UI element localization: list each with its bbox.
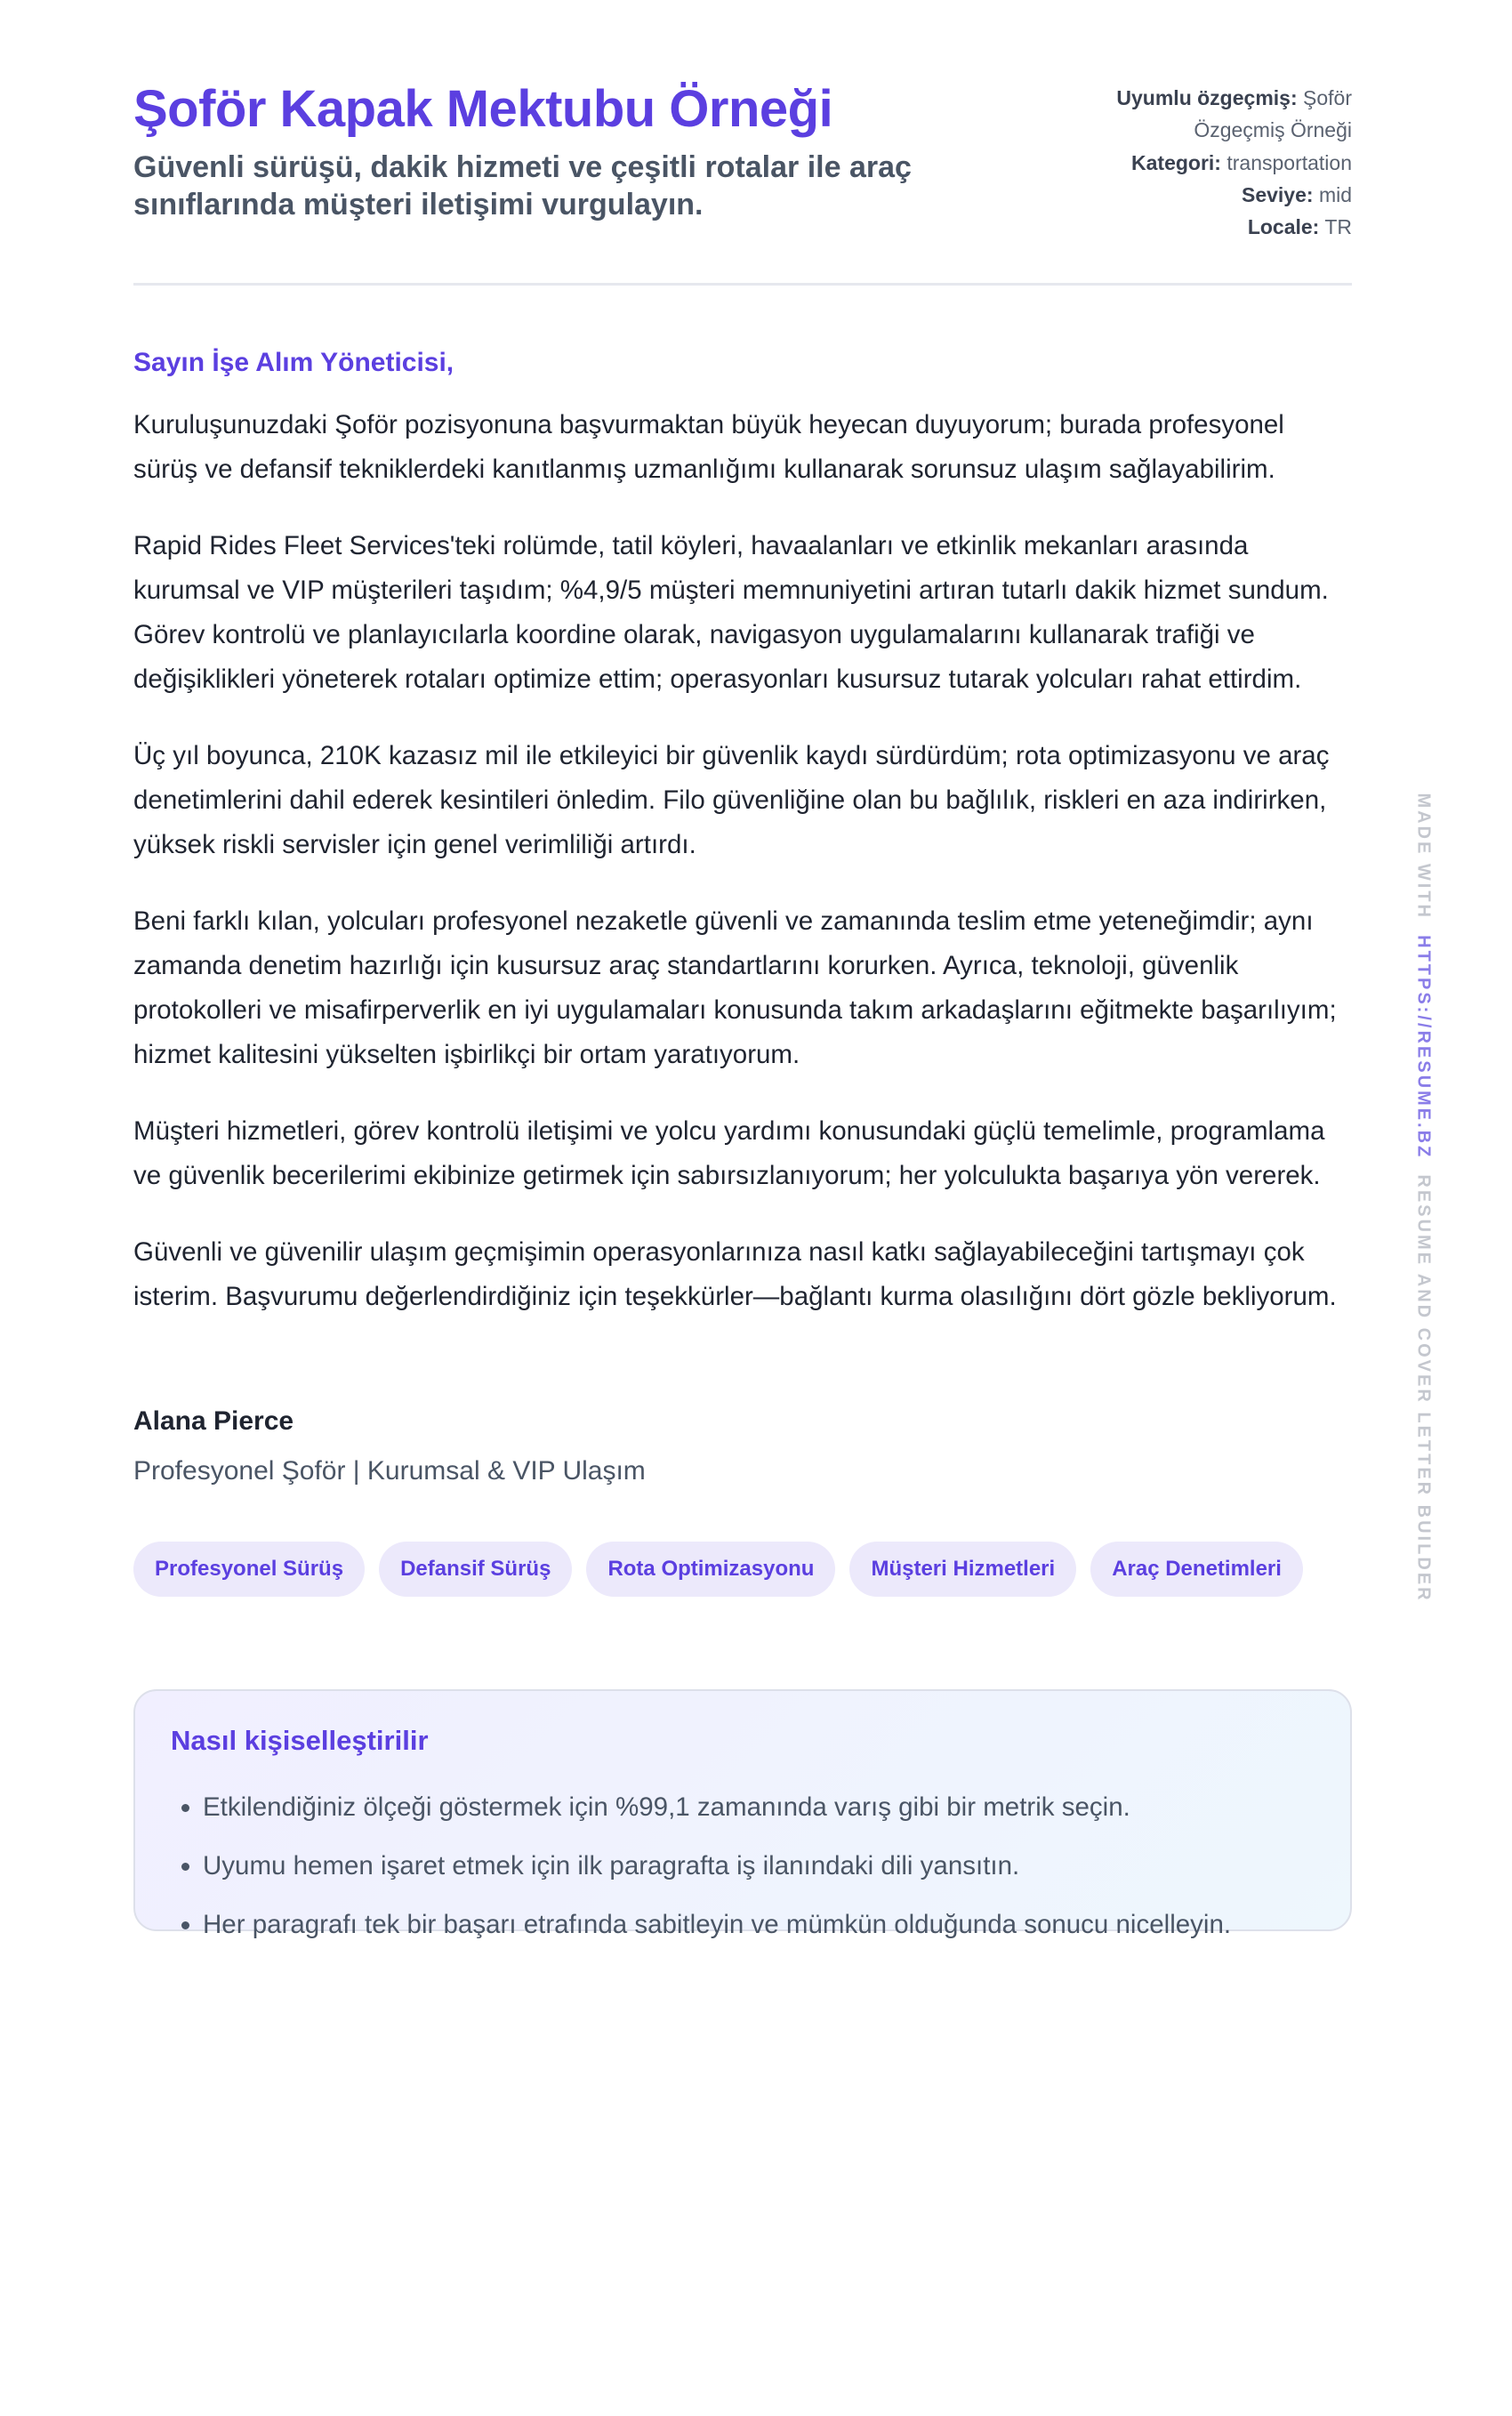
- skill-tag: Profesyonel Sürüş: [133, 1542, 365, 1597]
- letter-paragraph: Güvenli ve güvenilir ulaşım geçmişimin operasyonlarınıza nasıl katkı sağlayabileceğini tartışmayı çok isterim. Başvurumu değerlendirdiğiniz için teşekkürler—bağlantı kurma olasılığını dört gözle bekliyorum.: [133, 1236, 1337, 1311]
- cover-letter-page: [133, 80, 1352, 1939]
- letter-paragraph: Rapid Rides Fleet Services'teki rolümde, tatil köyleri, havaalanları ve etkinlik mekanları arasında kurumsal ve VIP müşterileri taşıdım; %4,9/5 müşteri memnuniyetini artıran tutarlı dakik hizmet sundum. Görev kontrolü ve planlayıcılarla koordine olarak, navigasyon uygulamalarını kullanarak trafiği ve değişiklikleri yöneterek rotaları optimize ettim; operasyonları kusursuz tutarak yolcuları rahat ettirdim.: [133, 530, 1329, 694]
- title-block: [133, 80, 1023, 224]
- meta-row-level: Seviye: mid: [1241, 182, 1352, 206]
- tips-list: [171, 1778, 1315, 1954]
- skill-tags: [133, 1542, 1352, 1597]
- watermark-text: MADE WITH HTTPS://RESUME.BZ RESUME AND COVER LETTER BUILDER: [1413, 792, 1434, 1603]
- header-divider: [133, 283, 1352, 286]
- tip-item: • Uyumu hemen işaret etmek için ilk paragrafta iş ilanındaki dili yansıtın.: [203, 1837, 1315, 1896]
- skill-tag: Müşteri Hizmetleri: [849, 1542, 1076, 1597]
- skill-tag: Defansif Sürüş: [379, 1542, 572, 1597]
- page-title: Şoför Kapak Mektubu Örneği: [133, 80, 833, 138]
- letter-paragraph: Müşteri hizmetleri, görev kontrolü iletişimi ve yolcu yardımı konusundaki güçlü temelimle, programlama ve güvenlik becerilerimi ekibinize getirmek için sabırsızlanıyorum; her yolculukta başarıya yön vererek.: [133, 1115, 1325, 1190]
- personalization-tips: [133, 1689, 1352, 1939]
- watermark: [1407, 792, 1439, 1603]
- skill-tag: Araç Denetimleri: [1090, 1542, 1303, 1597]
- letter-paragraph: Kuruluşunuzdaki Şoför pozisyonuna başvurmaktan büyük heyecan duyuyorum; burada profesyonel sürüş ve defansif tekniklerdeki kanıtlanmış uzmanlığımı kullanarak sorunsuz ulaşım sağlayabilirim.: [133, 409, 1284, 484]
- tips-title: Nasıl kişiselleştirilir: [171, 1724, 429, 1756]
- tip-item: • Etkilendiğiniz ölçeği göstermek için %99,1 zamanında varış gibi bir metrik seçin.: [203, 1778, 1315, 1837]
- letter-paragraph: Beni farklı kılan, yolcuları profesyonel nezaketle güvenli ve zamanında teslim etme yeteneğimdir; aynı zamanda denetim hazırlığı için kusursuz araç standartlarını korurken. Ayrıca, teknoloji, güvenlik protokolleri ve misafirperverlik en iyi uygulamaları konusunda takım arkadaşlarını eğitmekte başarılıyım; hizmet kalitesini yükselten işbirlikçi bir ortam yaratıyorum.: [133, 906, 1337, 1069]
- meta-row-category: Kategori: transportation: [1131, 150, 1352, 174]
- meta-row-resume: Uyumlu özgeçmiş: Şoför Özgeçmiş Örneği: [1116, 86, 1352, 142]
- salutation: Sayın İşe Alım Yöneticisi,: [133, 347, 454, 377]
- signature-title: Profesyonel Şoför | Kurumsal & VIP Ulaşım: [133, 1455, 646, 1486]
- letter-paragraph: Üç yıl boyunca, 210K kazasız mil ile etkileyici bir güvenlik kaydı sürdürdüm; rota optimizasyonu ve araç denetimlerini dahil ederek kesintileri önledim. Filo güvenliğine olan bu bağlılık, riskleri en aza indirirken, yüksek riskli servisler için genel verimliliği artırdı.: [133, 740, 1330, 859]
- skill-tag: Rota Optimizasyonu: [586, 1542, 835, 1597]
- signature-name: Alana Pierce: [133, 1405, 294, 1436]
- meta-row-locale: Locale: TR: [1247, 215, 1352, 239]
- watermark-link[interactable]: HTTPS://RESUME.BZ: [1413, 934, 1434, 1159]
- page-subtitle: Güvenli sürüşü, dakik hizmeti ve çeşitli rotalar ile araç sınıflarında müşteri iletişimi vurgulayın.: [133, 149, 912, 222]
- header: [133, 80, 1352, 244]
- tip-item: • Her paragrafı tek bir başarı etrafında sabitleyin ve mümkün olduğunda sonucu nicelleyin.: [203, 1896, 1315, 1954]
- meta-info: [1058, 82, 1352, 244]
